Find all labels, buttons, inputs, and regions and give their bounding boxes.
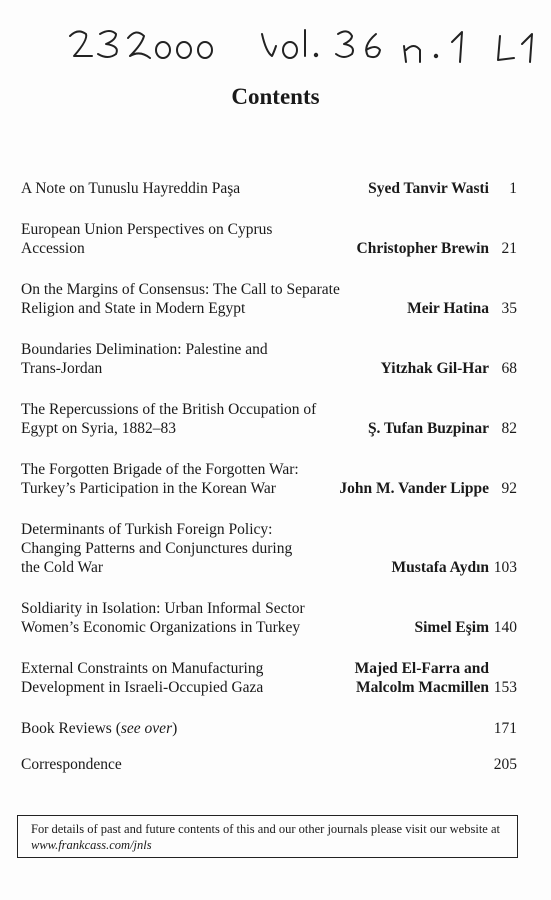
entry-page-number: 153 [493,679,517,696]
entry-author [392,558,489,577]
entry-title-line: European Union Perspectives on Cyprus [21,221,273,238]
entry-page-number: 103 [493,559,517,576]
entry-author-line: Syed Tanvir Wasti [368,180,489,197]
entry-author [381,359,489,378]
entry-page-number: 171 [493,720,517,737]
entry-title-line: External Constraints on Manufacturing [21,660,264,677]
entry-title-line: Correspondence [21,756,122,773]
entry-page-number: 82 [501,420,517,437]
entry-page-number: 21 [501,240,517,257]
toc-entry [21,755,517,774]
toc-entry [21,400,517,438]
toc-entry [21,340,517,378]
entry-author [357,239,489,258]
entry-title-line: Religion and State in Modern Egypt [21,300,246,317]
entry-page-number: 205 [493,756,517,773]
page-title: Contents [231,84,320,109]
entry-title-line: Determinants of Turkish Foreign Policy: [21,521,273,538]
entry-author-line: John M. Vander Lippe [339,480,489,497]
toc-entry [21,220,517,258]
website-link[interactable]: www.frankcass.com/jnls [31,838,152,852]
entry-title-line: The Forgotten Brigade of the Forgotten War: [21,461,299,478]
notice-text: For details of past and future contents of this and our other journals please visit our website at [31,822,500,836]
table-of-contents [21,179,517,774]
entry-title-line: Book Reviews (see over) [21,720,178,737]
toc-entry [21,719,517,738]
website-notice [17,815,518,858]
entry-author [368,179,489,198]
entry-title-line: Turkey’s Participation in the Korean War [21,480,276,497]
toc-entry [21,179,517,198]
entry-author-line: Simel Eşim [414,619,489,636]
entry-author-line: Christopher Brewin [356,240,489,257]
entry-author [368,419,489,438]
entry-title-line: Boundaries Delimination: Palestine and [21,341,268,358]
entry-title-line: Accession [21,240,85,257]
toc-entry [21,659,517,697]
entry-title-line: A Note on Tunuslu Hayreddin Paşa [21,180,241,197]
entry-author-line: Yitzhak Gil-Har [380,360,489,377]
entry-page-number: 92 [501,480,517,497]
entry-page-number: 68 [501,360,517,377]
entry-title-line: On the Margins of Consensus: The Call to Separate [21,281,340,298]
entry-title-line: Changing Patterns and Conjunctures during [21,540,293,557]
entry-title-line: Development in Israeli-Occupied Gaza [21,679,264,696]
entry-author-line: Ş. Tufan Buzpinar [367,420,489,437]
entry-author-line: Mustafa Aydın [391,559,489,576]
toc-entry [21,460,517,498]
entry-title-line: Trans-Jordan [21,360,103,377]
entry-author [407,299,489,318]
entry-title-line: Women’s Economic Organizations in Turkey [21,619,301,636]
toc-entry [21,599,517,637]
entry-page-number: 140 [493,619,517,636]
entry-author-line: Majed El-Farra and [354,660,489,677]
entry-page-number: 1 [509,180,517,197]
entry-title-line: Egypt on Syria, 1882–83 [21,420,176,437]
handwritten-annotation [0,22,551,70]
entry-title-line: the Cold War [21,559,103,576]
entry-title-line: Soldiarity in Isolation: Urban Informal Sector [21,600,305,617]
entry-title-line: The Repercussions of the British Occupation of [21,401,317,418]
toc-entry [21,280,517,318]
entry-author [339,479,489,498]
entry-page-number: 35 [501,300,517,317]
entry-author-line: Meir Hatina [407,300,489,317]
entry-author-line: Malcolm Macmillen [356,679,489,696]
toc-entry [21,520,517,577]
entry-author [415,618,490,637]
entry-author [355,659,489,697]
